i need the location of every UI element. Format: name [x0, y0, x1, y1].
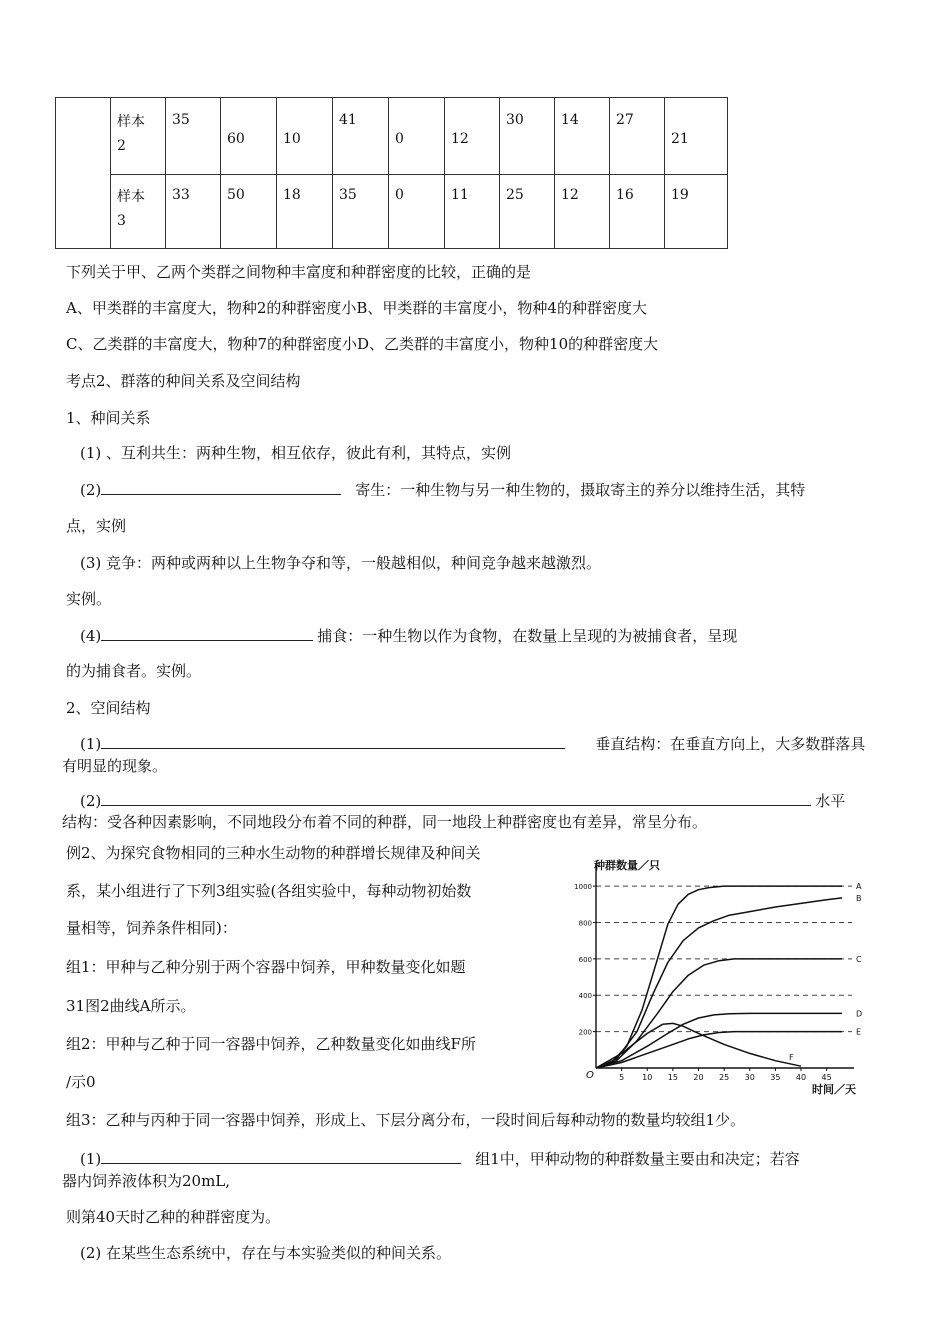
table-cell: 60 — [221, 98, 277, 175]
table-cell: 0 — [389, 175, 445, 249]
table-cell: 14 — [555, 98, 610, 175]
table-cell: 12 — [445, 98, 500, 175]
table-cell: 18 — [277, 175, 333, 249]
item-mutualism: (1) 、互利共生：两种生物，相互依存，彼此有利，其特点，实例 — [80, 444, 512, 462]
x-tick-label: 40 — [795, 1073, 807, 1082]
item-competition: (3) 竞争：两种或两种以上生物争夺和等，一般越相似，种间竞争越来越激烈。 — [80, 554, 602, 572]
x-tick-label: 25 — [719, 1073, 730, 1082]
series-label-A: A — [856, 882, 862, 892]
question1-cont2: 则第40天时乙种的种群密度为。 — [66, 1208, 281, 1226]
table-cell: 11 — [445, 175, 500, 249]
population-growth-chart — [560, 855, 880, 1095]
x-tick-label: 30 — [744, 1073, 755, 1082]
table-cell: 12 — [555, 175, 610, 249]
series-label-F: F — [789, 1053, 794, 1063]
item-predation: (4) 捕食：一种生物以作为食物，在数量上呈现的为被捕食者，呈现 — [80, 627, 738, 645]
x-tick-label: 5 — [619, 1073, 625, 1082]
fill-blank[interactable] — [101, 480, 341, 495]
y-tick-label: 1000 — [574, 883, 592, 892]
table-cell: 25 — [500, 175, 555, 249]
item-vertical-cont: 有明显的现象。 — [62, 757, 168, 775]
x-tick-label: 35 — [770, 1073, 781, 1082]
table-row — [56, 98, 728, 175]
x-tick-label: 45 — [821, 1073, 832, 1082]
series-label-B: B — [856, 893, 862, 903]
fill-blank[interactable] — [101, 1149, 461, 1164]
question1-cont: 器内饲养液体积为20mL, — [62, 1172, 231, 1190]
series-line-A — [596, 886, 842, 1068]
sample-table — [55, 97, 728, 249]
table-cell: 21 — [665, 98, 728, 175]
item-parasitism: (2) 寄生：一种生物与另一种生物的，摄取寄主的养分以维持生活，其特 — [80, 481, 806, 499]
item-competition-cont: 实例。 — [66, 590, 112, 608]
series-line-D — [596, 1013, 842, 1068]
series-label-C: C — [856, 954, 862, 964]
group1-line1: 组1：甲种与乙种分别于两个容器中饲养，甲种数量变化如题 — [66, 958, 466, 976]
y-tick-label: 600 — [578, 955, 592, 964]
table-cell: 30 — [500, 98, 555, 175]
x-tick-label: 10 — [642, 1073, 653, 1082]
section-interspecific: 1、种间关系 — [66, 409, 151, 427]
item-vertical: (1) 垂直结构：在垂直方向上，大多数群落具 — [80, 735, 866, 753]
y-tick-label: 200 — [578, 1028, 592, 1037]
table-cell: 10 — [277, 98, 333, 175]
option-ab: A、甲类群的丰富度大，物种2的种群密度小B、甲类群的丰富度小，物种4的种群密度大 — [66, 299, 647, 317]
example2-line2: 系，某小组进行了下列3组实验(各组实验中，每种动物初始数 — [66, 882, 472, 900]
origin-label: O — [586, 1070, 594, 1081]
fill-blank[interactable] — [101, 791, 811, 806]
example2-line3: 量相等，饲养条件相同)： — [66, 919, 237, 937]
fill-blank[interactable] — [101, 626, 313, 641]
table-cell: 19 — [665, 175, 728, 249]
question2: (2) 在某些生态系统中，存在与本实验类似的种间关系。 — [80, 1244, 452, 1262]
table-row — [56, 175, 728, 249]
table-cell: 0 — [389, 98, 445, 175]
table-cell: 35 — [333, 175, 389, 249]
question1: (1) 组1中，甲种动物的种群数量主要由和决定；若容 — [80, 1150, 800, 1168]
row-label: 样本 2 — [111, 98, 166, 175]
item-horizontal-cont: 结构：受各种因素影响，不同地段分布着不同的种群，同一地段上种群密度也有差异，常呈分布。 — [62, 813, 708, 831]
section-kp2: 考点2、群落的种间关系及空间结构 — [66, 372, 301, 390]
y-tick-label: 800 — [578, 919, 592, 928]
table-cell: 27 — [610, 98, 665, 175]
series-label-D: D — [856, 1009, 863, 1019]
example2-line1: 例2、为探究食物相同的三种水生动物的种群增长规律及种间关 — [66, 844, 481, 862]
group2-line2: /示0 — [66, 1073, 96, 1091]
item-horizontal: (2) 水平 — [80, 792, 846, 810]
group3: 组3：乙种与丙种于同一容器中饲养，形成上、下层分离分布，一段时间后每种动物的数量均较组1少。 — [66, 1111, 746, 1129]
row-label: 样本 3 — [111, 175, 166, 249]
table-cell: 41 — [333, 98, 389, 175]
option-cd: C、乙类群的丰富度大，物种7的种群密度小D、乙类群的丰富度小，物种10的种群密度大 — [66, 335, 659, 353]
question-stem: 下列关于甲、乙两个类群之间物种丰富度和种群密度的比较，正确的是 — [66, 263, 532, 281]
section-spatial: 2、空间结构 — [66, 699, 151, 717]
item-predation-cont: 的为捕食者。实例。 — [66, 662, 202, 680]
fill-blank[interactable] — [101, 734, 565, 749]
table-cell: 50 — [221, 175, 277, 249]
x-tick-label: 15 — [667, 1073, 678, 1082]
y-tick-label: 400 — [578, 992, 592, 1001]
table-cell: 35 — [166, 98, 221, 175]
table-cell-blank — [56, 98, 111, 249]
y-axis-title: 种群数量／只 — [594, 859, 660, 872]
table-cell: 33 — [166, 175, 221, 249]
item-parasitism-cont: 点，实例 — [66, 517, 127, 535]
x-tick-label: 20 — [693, 1073, 704, 1082]
x-axis-title: 时间／天 — [812, 1083, 856, 1095]
series-label-E: E — [856, 1027, 862, 1037]
group1-line2: 31图2曲线A所示。 — [66, 997, 196, 1015]
table-cell: 16 — [610, 175, 665, 249]
group2-line1: 组2：甲种与乙种于同一容器中饲养，乙种数量变化如曲线F所 — [66, 1035, 476, 1053]
